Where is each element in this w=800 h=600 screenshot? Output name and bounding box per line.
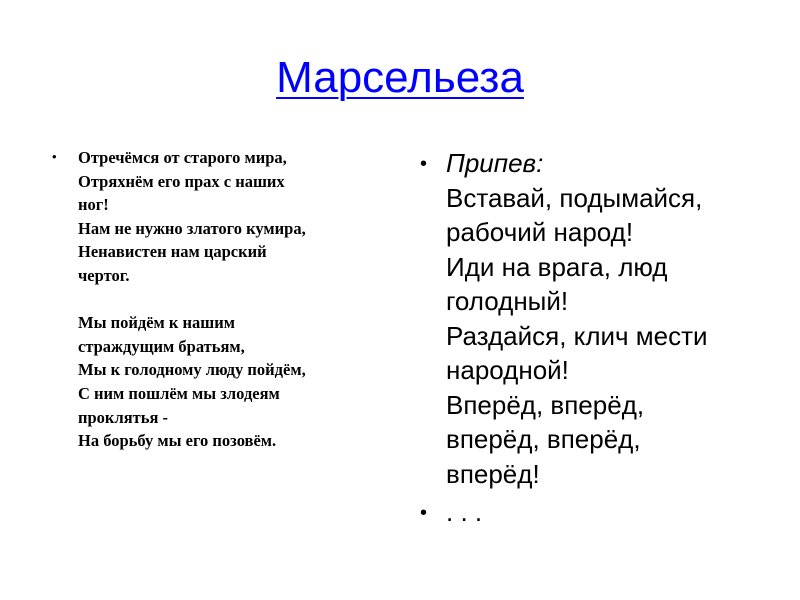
slide-title[interactable]: Марсельеза <box>276 53 524 102</box>
chorus-line: вперёд! <box>446 458 540 489</box>
stanza-break <box>78 288 392 312</box>
bullet-icon: • <box>52 149 57 164</box>
chorus-line: Иди на врага, люд <box>446 251 668 282</box>
chorus-line: Раздайся, клич мести <box>446 320 708 351</box>
ellipsis-text: . . . <box>446 497 483 527</box>
verse-line: Мы к голодному люду пойдём, <box>78 360 306 380</box>
chorus-line: Вставай, подымайся, <box>446 182 703 213</box>
ellipsis-item <box>420 495 780 530</box>
verse-line: Мы пойдём к нашим <box>78 313 235 333</box>
chorus-column <box>420 146 780 534</box>
chorus-item <box>420 146 780 491</box>
chorus-line: вперёд, вперёд, <box>446 424 641 454</box>
verse-text <box>78 146 392 453</box>
bullet-icon: • <box>420 502 428 524</box>
verse-line: С ним пошлём мы злодеям <box>78 383 280 403</box>
verse-line: Ненавистен нам царский <box>78 242 267 262</box>
verse-column <box>52 146 392 453</box>
chorus-label: Припев: <box>446 148 544 178</box>
verse-line: Нам не нужно златого кумира, <box>78 218 306 238</box>
verse-line: На борьбу мы его позовём. <box>78 431 277 451</box>
chorus-line: Вперёд, вперёд, <box>446 389 645 420</box>
verse-line: страждущим братьям, <box>78 336 245 356</box>
chorus-line: голодный! <box>446 286 569 316</box>
chorus-text <box>446 146 780 491</box>
bullet-icon: • <box>420 153 428 175</box>
chorus-line: народной! <box>446 355 569 385</box>
verse-line: ног! <box>78 195 109 215</box>
verse-line: чертог. <box>78 265 130 285</box>
verse-line: Отряхнём его прах с наших <box>78 171 285 191</box>
verse-line: проклятья - <box>78 407 169 427</box>
verse-line: Отречёмся от старого мира, <box>78 148 287 167</box>
chorus-line: рабочий народ! <box>446 217 634 247</box>
